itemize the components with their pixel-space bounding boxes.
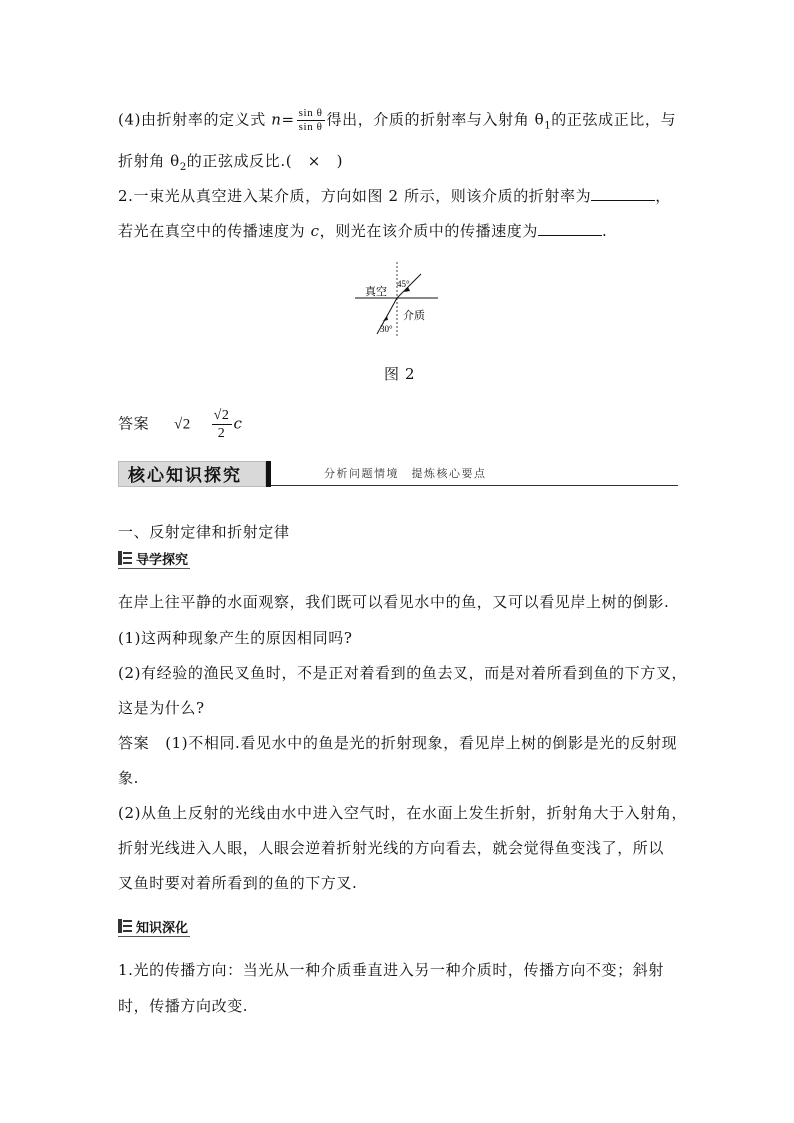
answer-row: 答案 √2 $\frac{√2}{2}$ c — [118, 408, 243, 441]
paragraph: 象. — [118, 769, 139, 787]
q2-line1: 2.一束光从真空进入某介质，方向如图 2 所示，则该介质的折射率为 ， — [118, 187, 671, 205]
list-icon — [118, 919, 132, 933]
refraction-figure — [350, 262, 450, 342]
paragraph: 叉鱼时要对着所看到的鱼的下方叉. — [118, 874, 358, 892]
answer-blank-1[interactable] — [591, 186, 655, 201]
q4-line1: (4)由折射率的定义式 n= $\frac{\text{sin θ}}{\text{sin θ}}$ 得出，介质的折射率与入射角 $\theta_1$的正弦成正比，与 — [118, 107, 677, 133]
answer-fraction: $\frac{√2}{2}$ — [213, 408, 230, 441]
q4-line2: 折射角 $\theta_2$的正弦成反比.( × ) — [118, 152, 344, 173]
paragraph: 折射光线进入人眼，人眼会逆着折射光线的方向看去，就会觉得鱼变浅了，所以 — [118, 839, 665, 857]
paragraph: 时，传播方向改变. — [118, 997, 249, 1015]
paragraph: (2)从鱼上反射的光线由水中进入空气时，在水面上发生折射，折射角大于入射角， — [118, 804, 688, 822]
paragraph: 这是为什么? — [118, 699, 205, 717]
answer-paragraph: 答案 (1)不相同.看见水中的鱼是光的折射现象，看见岸上树的倒影是光的反射现 — [118, 734, 678, 752]
figure-caption: 图 2 — [384, 365, 416, 383]
paragraph: 在岸上往平静的水面观察，我们既可以看见水中的鱼，又可以看见岸上树的倒影. — [118, 593, 670, 611]
banner-subtitle: 分析问题情境 提炼核心要点 — [324, 467, 487, 480]
answer-blank-2[interactable] — [538, 221, 602, 236]
section-banner — [118, 459, 678, 489]
angle-45-label: 45° — [397, 279, 410, 289]
q2-line2: 若光在真空中的传播速度为 c，则光在该介质中的传播速度为 . — [118, 222, 608, 240]
medium-label: 介质 — [403, 309, 425, 322]
section-heading: 一、反射定律和折射定律 — [118, 523, 290, 541]
arrow-icon — [383, 316, 388, 321]
refraction-formula: $\frac{\text{sin θ}}{\text{sin θ}}$ — [298, 107, 323, 133]
angle-30-label: 30° — [380, 324, 393, 334]
paragraph: 1.光的传播方向：当光从一种介质垂直进入另一种介质时，传播方向不变；斜射 — [118, 961, 664, 979]
banner-title: 核心知识探究 — [128, 466, 242, 486]
tag-guided-inquiry: 导学探究 — [118, 548, 190, 570]
paragraph: (2)有经验的渔民叉鱼时，不是正对着看到的鱼去叉，而是对着所看到鱼的下方叉， — [118, 664, 688, 682]
list-icon — [118, 551, 132, 565]
vacuum-label: 真空 — [365, 285, 387, 298]
tag-knowledge-deepening: 知识深化 — [118, 916, 190, 938]
paragraph: (1)这两种现象产生的原因相同吗? — [118, 629, 353, 647]
